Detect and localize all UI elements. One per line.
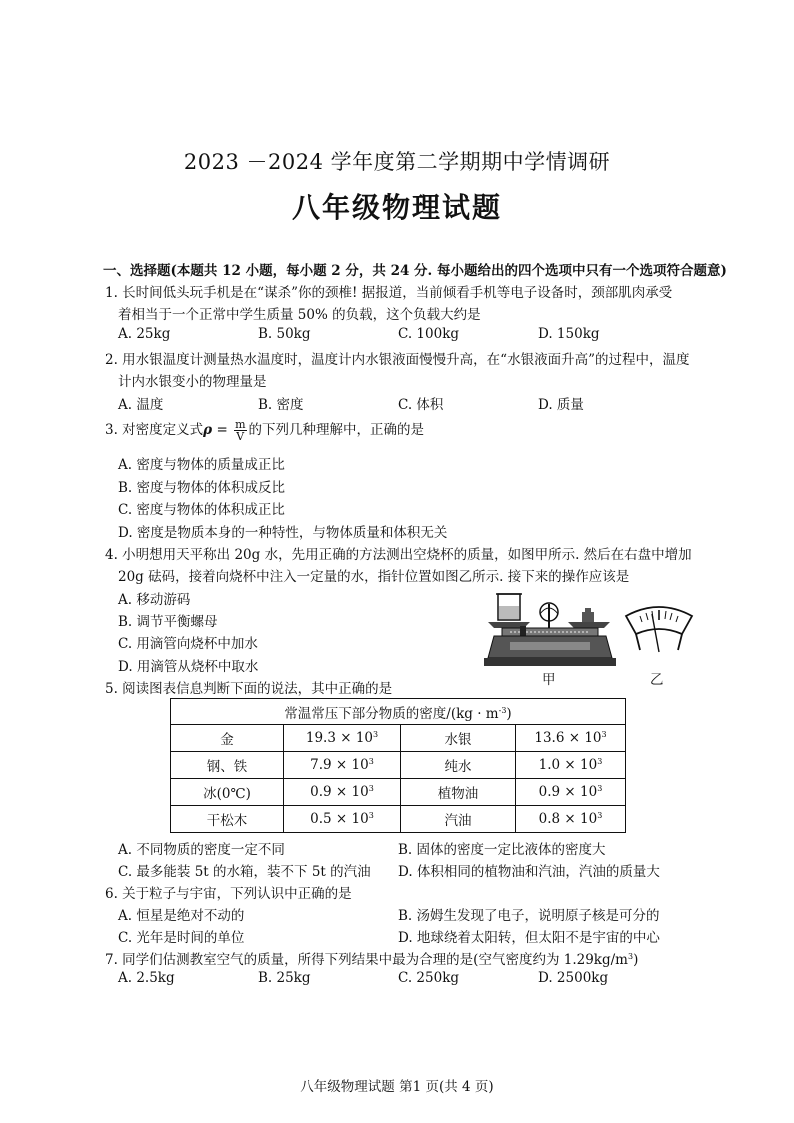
q3-stem	[105, 418, 424, 442]
q3-option-d: D. 密度是物质本身的一种特性，与物体质量和体积无关	[118, 525, 448, 541]
q7-stem-text: 7. 同学们估测教室空气的质量，所得下列结果中最为合理的是(空气密度约为 1.29kg/m	[105, 952, 628, 968]
q3-prefix: 3. 对密度定义式	[105, 422, 204, 438]
density-exp: 3	[597, 757, 603, 766]
density-fraction	[234, 419, 246, 442]
fraction-numerator: m	[235, 418, 246, 431]
q1-option-b: B. 50kg	[258, 326, 311, 342]
density-table	[170, 698, 626, 833]
q1-stem-line1: 1. 长时间低头玩手机是在“谋杀”你的颈椎! 据报道，当前倾看手机等电子设备时，颈部肌肉承受	[105, 285, 673, 301]
q4-option-c: C. 用滴管向烧杯中加水	[118, 636, 258, 652]
q1-stem-line2: 着相当于一个正常中学生质量 50% 的负载，这个负载大约是	[118, 307, 481, 323]
figure-label-jia: 甲	[542, 672, 556, 688]
density-cell	[516, 752, 626, 779]
q7-stem-end: )	[633, 952, 639, 968]
density-cell	[284, 806, 401, 833]
density-value: 0.8 × 10	[538, 811, 598, 827]
q3-option-a: A. 密度与物体的质量成正比	[118, 457, 285, 473]
q7-option-b: B. 25kg	[258, 970, 311, 986]
q3-option-b: B. 密度与物体的体积成反比	[118, 480, 286, 496]
q2-option-b: B. 密度	[258, 397, 304, 413]
table-row	[171, 752, 626, 779]
fraction-denominator: V	[236, 430, 245, 443]
caption-end: )	[506, 705, 512, 722]
q4-option-b: B. 调节平衡螺母	[118, 614, 218, 630]
q5-option-a: A. 不同物质的密度一定不同	[118, 842, 285, 858]
q1-option-a: A. 25kg	[118, 326, 171, 342]
density-exp: 3	[368, 811, 374, 820]
q5-option-b: B. 固体的密度一定比液体的密度大	[398, 842, 606, 858]
density-cell	[516, 806, 626, 833]
substance-cell: 纯水	[401, 752, 516, 779]
density-value: 0.5 × 10	[310, 811, 369, 827]
q5-option-c: C. 最多能装 5t 的水箱，装不下 5t 的汽油	[118, 864, 371, 880]
substance-cell: 植物油	[401, 779, 516, 806]
density-cell	[284, 779, 401, 806]
substance-cell: 金	[171, 725, 284, 752]
table-row	[171, 806, 626, 833]
q7-stem	[105, 948, 638, 968]
density-value: 1.0 × 10	[538, 757, 598, 773]
rho-symbol: ρ	[203, 422, 213, 438]
q2-stem-line2: 计内水银变小的物理量是	[118, 374, 267, 390]
substance-cell: 钢、铁	[171, 752, 284, 779]
figure-label-yi: 乙	[650, 672, 664, 688]
q5-option-d: D. 体积相同的植物油和汽油，汽油的质量大	[398, 864, 660, 880]
q7-option-a: A. 2.5kg	[118, 970, 175, 986]
density-value: 13.6 × 10	[534, 730, 602, 746]
table-row	[171, 779, 626, 806]
q6-stem: 6. 关于粒子与宇宙，下列认识中正确的是	[105, 886, 352, 902]
q6-option-d: D. 地球绕着太阳转，但太阳不是宇宙的中心	[398, 930, 660, 946]
density-exp: 3	[601, 730, 607, 739]
q1-option-d: D. 150kg	[538, 326, 600, 342]
q4-stem-line1: 4. 小明想用天平称出 20g 水，先用正确的方法测出空烧杯的质量，如图甲所示. 然后在右盘中增加	[105, 547, 692, 563]
density-value: 0.9 × 10	[310, 784, 369, 800]
pointer-dial-figure	[622, 604, 696, 658]
density-cell	[284, 725, 401, 752]
table-caption-text: 常温常压下部分物质的密度/(kg · m	[284, 705, 499, 722]
substance-cell: 汽油	[401, 806, 516, 833]
density-exp: 3	[373, 730, 379, 739]
q3-suffix: 的下列几种理解中，正确的是	[248, 422, 424, 438]
q4-option-a: A. 移动游码	[118, 592, 191, 608]
q3-option-c: C. 密度与物体的体积成正比	[118, 502, 285, 518]
exam-subtitle: 八年级物理试题	[291, 191, 502, 224]
exam-title: 2023 －2024 学年度第二学期期中学情调研	[183, 150, 611, 174]
substance-cell: 干松木	[171, 806, 284, 833]
q4-stem-line2: 20g 砝码，接着向烧杯中注入一定量的水，指针位置如图乙所示. 接下来的操作应该是	[118, 569, 630, 585]
q7-option-c: C. 250kg	[398, 970, 460, 986]
density-cell	[284, 752, 401, 779]
table-row	[171, 725, 626, 752]
q2-option-c: C. 体积	[398, 397, 444, 413]
q2-option-a: A. 温度	[118, 397, 164, 413]
q6-option-c: C. 光年是时间的单位	[118, 930, 245, 946]
q7-option-d: D. 2500kg	[538, 970, 609, 986]
density-value: 7.9 × 10	[310, 757, 369, 773]
density-exp: 3	[368, 784, 374, 793]
q2-option-d: D. 质量	[538, 397, 584, 413]
density-value: 19.3 × 10	[305, 730, 374, 746]
table-caption	[171, 699, 626, 725]
q7-sup: 3	[627, 952, 634, 961]
equals-sign: =	[212, 422, 233, 438]
q1-option-c: C. 100kg	[398, 326, 460, 342]
caption-sup: -3	[498, 705, 507, 715]
q6-option-b: B. 汤姆生发现了电子，说明原子核是可分的	[398, 908, 660, 924]
density-exp: 3	[597, 811, 603, 820]
section-heading: 一、选择题(本题共 12 小题，每小题 2 分，共 24 分. 每小题给出的四个选项中只有一个选项符合题意)	[103, 263, 727, 279]
density-value: 0.9 × 10	[538, 784, 598, 800]
q6-option-a: A. 恒星是绝对不动的	[118, 908, 245, 924]
balance-scale-figure	[480, 592, 620, 670]
q4-option-d: D. 用滴管从烧杯中取水	[118, 659, 259, 675]
density-cell	[516, 725, 626, 752]
density-cell	[516, 779, 626, 806]
table-caption-row	[171, 699, 626, 725]
density-exp: 3	[597, 784, 603, 793]
page-footer: 八年级物理试题 第1 页(共 4 页)	[300, 1079, 494, 1095]
substance-cell: 冰(0℃)	[171, 779, 284, 806]
density-exp: 3	[368, 757, 374, 766]
q2-stem-line1: 2. 用水银温度计测量热水温度时，温度计内水银液面慢慢升高，在“水银液面升高”的过程中，温度	[105, 352, 690, 368]
q5-stem: 5. 阅读图表信息判断下面的说法，其中正确的是	[105, 681, 393, 697]
substance-cell: 水银	[401, 725, 516, 752]
